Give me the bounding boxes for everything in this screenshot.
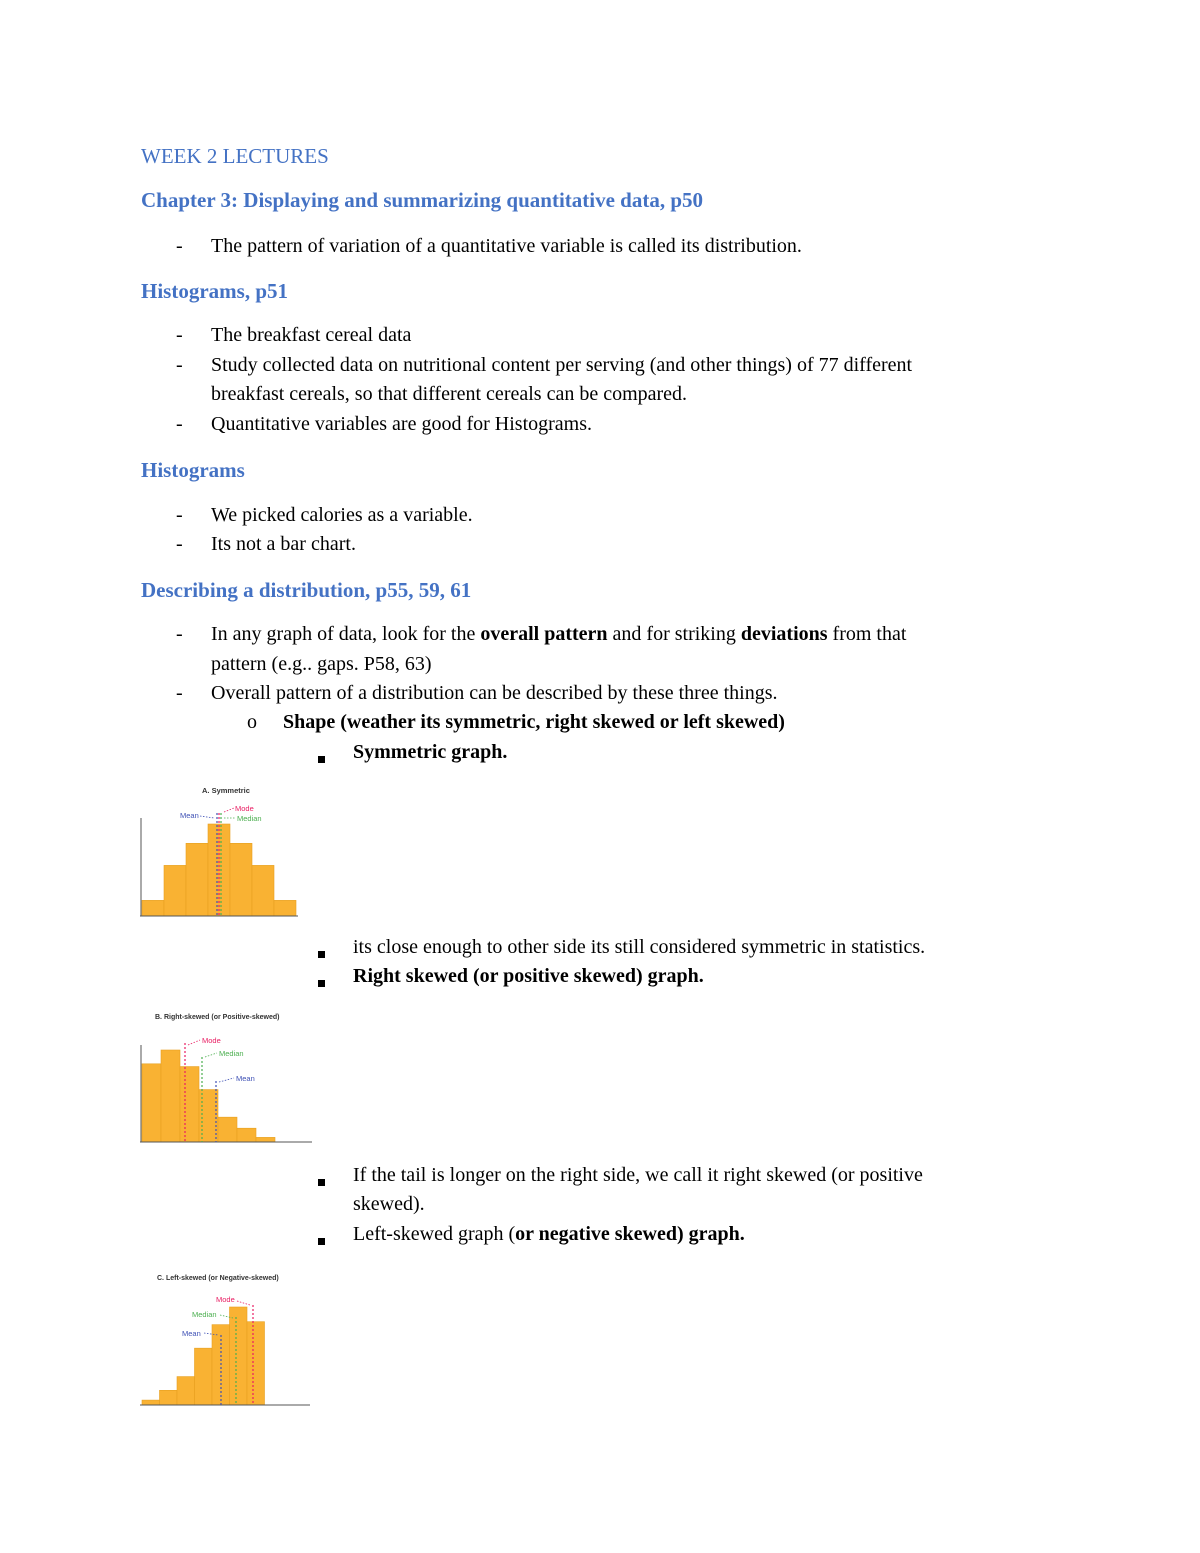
list-dash: - bbox=[176, 682, 183, 704]
list-dash: - bbox=[176, 354, 183, 376]
histogram-bar bbox=[252, 865, 274, 916]
mean-label: Mean bbox=[236, 1074, 255, 1083]
median-label: Median bbox=[237, 814, 262, 823]
histogram-bar bbox=[142, 1064, 161, 1142]
square-bullet-icon bbox=[318, 945, 325, 963]
list-dash: - bbox=[176, 504, 183, 526]
symmetric-label: Symmetric graph. bbox=[353, 741, 508, 763]
list-dash: - bbox=[176, 235, 183, 257]
symmetric-histogram-figure bbox=[140, 780, 300, 920]
list-item: Study collected data on nutritional content per serving (and other things) of 77 different bbox=[211, 354, 913, 376]
mode-label: Mode bbox=[216, 1295, 235, 1304]
left-skewed-label: Left-skewed graph (or negative skewed) graph. bbox=[353, 1223, 745, 1245]
histogram-bar bbox=[186, 843, 208, 916]
histogram-bar bbox=[164, 865, 186, 916]
mode-label: Mode bbox=[235, 804, 254, 813]
list-item: We picked calories as a variable. bbox=[211, 504, 473, 526]
list-dash: - bbox=[176, 623, 183, 645]
section-heading-histograms: Histograms bbox=[141, 458, 245, 482]
list-item: The breakfast cereal data bbox=[211, 324, 412, 346]
histogram-bar bbox=[274, 900, 296, 916]
square-bullet-icon bbox=[318, 750, 325, 768]
histogram-bar bbox=[256, 1137, 275, 1142]
histogram-bar bbox=[160, 1390, 178, 1405]
list-item: The pattern of variation of a quantitative variable is called its distribution. bbox=[211, 235, 802, 257]
list-item: Its not a bar chart. bbox=[211, 533, 356, 555]
histogram-bar bbox=[161, 1050, 180, 1142]
mean-label: Mean bbox=[182, 1329, 201, 1338]
circle-bullet-icon: o bbox=[247, 711, 257, 733]
right-skewed-note: If the tail is longer on the right side, we call it right skewed (or positive bbox=[353, 1164, 923, 1186]
histogram-bar bbox=[237, 1128, 256, 1142]
square-bullet-icon bbox=[318, 1232, 325, 1250]
figure-title: B. Right-skewed (or Positive-skewed) bbox=[155, 1014, 280, 1021]
list-item-continuation: breakfast cereals, so that different cereals can be compared. bbox=[211, 383, 688, 405]
histogram-bar bbox=[142, 1400, 160, 1405]
median-label: Median bbox=[192, 1310, 217, 1319]
figure-title: A. Symmetric bbox=[202, 786, 250, 795]
list-dash: - bbox=[176, 324, 183, 346]
sub-item-shape: Shape (weather its symmetric, right skewed or left skewed) bbox=[283, 711, 785, 733]
mean-label: Mean bbox=[180, 811, 199, 820]
square-bullet-icon bbox=[318, 974, 325, 992]
left-skewed-histogram-figure bbox=[140, 1265, 315, 1410]
mode-label: Mode bbox=[202, 1036, 221, 1045]
histogram-bar bbox=[177, 1377, 195, 1405]
section-heading-describing: Describing a distribution, p55, 59, 61 bbox=[141, 578, 472, 602]
histogram-bar bbox=[230, 1307, 248, 1405]
list-dash: - bbox=[176, 533, 183, 555]
chapter-heading: Chapter 3: Displaying and summarizing quantitative data, p50 bbox=[141, 188, 704, 212]
histogram-bar bbox=[142, 900, 164, 916]
list-item: In any graph of data, look for the overall pattern and for striking deviations from that bbox=[211, 623, 907, 645]
histogram-bar bbox=[180, 1067, 199, 1142]
histogram-bar bbox=[230, 843, 252, 916]
symmetric-note: its close enough to other side its still considered symmetric in statistics. bbox=[353, 936, 926, 958]
histogram-bar bbox=[247, 1322, 265, 1405]
page-title: WEEK 2 LECTURES bbox=[141, 144, 329, 168]
right-skewed-histogram-figure bbox=[140, 1005, 315, 1147]
list-item: Overall pattern of a distribution can be described by these three things. bbox=[211, 682, 778, 704]
right-skewed-label: Right skewed (or positive skewed) graph. bbox=[353, 965, 704, 987]
square-bullet-icon bbox=[318, 1173, 325, 1191]
right-skewed-note-continuation: skewed). bbox=[353, 1193, 425, 1215]
median-label: Median bbox=[219, 1049, 244, 1058]
list-item-continuation: pattern (e.g.. gaps. P58, 63) bbox=[211, 653, 432, 675]
section-heading-histograms-p51: Histograms, p51 bbox=[141, 279, 288, 303]
list-dash: - bbox=[176, 413, 183, 435]
figure-title: C. Left-skewed (or Negative-skewed) bbox=[157, 1275, 279, 1282]
list-item: Quantitative variables are good for Histograms. bbox=[211, 413, 592, 435]
histogram-bar bbox=[218, 1117, 237, 1142]
histogram-bar bbox=[195, 1348, 213, 1405]
